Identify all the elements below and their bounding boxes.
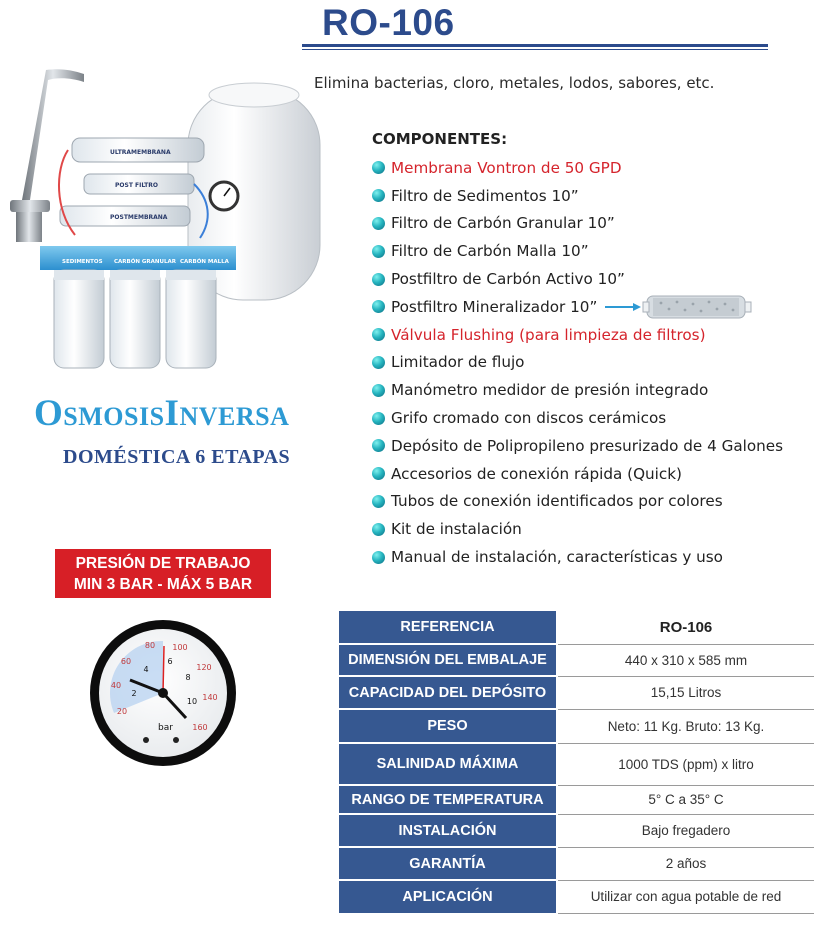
- pressure-line-1: PRESIÓN DE TRABAJO: [75, 555, 251, 572]
- bullet-icon: [372, 189, 385, 202]
- table-row: [339, 611, 814, 644]
- post-filter-label: POST FILTRO: [115, 182, 158, 189]
- list-item: Filtro de Carbón Granular 10”: [372, 210, 783, 238]
- list-item: Tubos de conexión identificados por colores: [372, 488, 783, 516]
- list-item: Filtro de Sedimentos 10”: [372, 182, 783, 210]
- bullet-icon: [372, 467, 385, 480]
- bullet-icon: [372, 217, 385, 230]
- sedimentos-label: SEDIMENTOS: [62, 259, 103, 265]
- bullet-icon: [372, 245, 385, 258]
- spec-key: REFERENCIA: [339, 611, 557, 644]
- chrome-faucet: [22, 69, 84, 200]
- bullet-icon: [372, 273, 385, 286]
- gauge-outer-tick: 20: [116, 707, 128, 716]
- bullet-icon: [372, 300, 385, 313]
- gauge-outer-tick: 140: [202, 693, 218, 702]
- spec-key: APLICACIÓN: [339, 880, 557, 913]
- spec-value: 440 x 310 x 585 mm: [557, 644, 814, 676]
- list-item: Postfiltro de Carbón Activo 10”: [372, 265, 783, 293]
- spec-key: SALINIDAD MÁXIMA: [339, 743, 557, 785]
- tagline: Elimina bacterias, cloro, metales, lodos, sabores, etc.: [314, 74, 715, 92]
- gauge-outer-tick: 120: [196, 663, 212, 672]
- post-membrane-label: POSTMEMBRANA: [110, 214, 168, 221]
- components-list: [372, 154, 783, 571]
- specifications-table: [339, 611, 814, 914]
- table-row: [339, 847, 814, 880]
- product-name: OsmosisInversa: [34, 393, 290, 434]
- title-underline: [302, 44, 768, 47]
- gauge-inner-tick: 4: [143, 665, 149, 674]
- carbon-malla-label: CARBÓN MALLA: [180, 259, 229, 265]
- gauge-outer-tick: 60: [120, 657, 132, 666]
- gauge-outer-tick: 160: [192, 723, 208, 732]
- spec-key: GARANTÍA: [339, 847, 557, 880]
- gauge-inner-tick: 10: [186, 697, 198, 706]
- bullet-icon: [372, 384, 385, 397]
- carbon-granular-label: CARBÓN GRANULAR: [114, 259, 176, 265]
- bullet-icon: [372, 495, 385, 508]
- bullet-icon: [372, 439, 385, 452]
- bullet-icon: [372, 161, 385, 174]
- working-pressure-badge: [55, 549, 271, 598]
- filter-housing-2: [110, 270, 160, 368]
- list-item: Válvula Flushing (para limpieza de filtros): [372, 321, 783, 349]
- gauge-inner-tick: 2: [131, 689, 137, 698]
- list-item: Membrana Vontron de 50 GPD: [372, 154, 783, 182]
- spec-value: Bajo fregadero: [557, 814, 814, 847]
- mineralizer-illustration: [603, 292, 753, 322]
- filter-bracket-band: [40, 246, 236, 270]
- spec-value: Utilizar con agua potable de red: [557, 880, 814, 913]
- pressure-line-2: MIN 3 BAR - MÁX 5 BAR: [73, 576, 253, 593]
- spec-value: 2 años: [557, 847, 814, 880]
- list-item: Accesorios de conexión rápida (Quick): [372, 460, 783, 488]
- gauge-outer-tick: 80: [144, 641, 156, 650]
- membrane-housing-label: ULTRAMEMBRANA: [110, 149, 171, 156]
- product-subtitle: DOMÉSTICA 6 ETAPAS: [63, 446, 291, 468]
- table-row: [339, 880, 814, 913]
- title-underline-thin: [302, 49, 768, 50]
- table-row: [339, 785, 814, 814]
- table-row: [339, 709, 814, 743]
- pressure-gauge-image: [88, 618, 238, 768]
- list-item: Grifo cromado con discos cerámicos: [372, 404, 783, 432]
- gauge-inner-tick: 8: [185, 673, 191, 682]
- list-item: Postfiltro Mineralizador 10”: [372, 293, 783, 321]
- spec-key: INSTALACIÓN: [339, 814, 557, 847]
- gauge-inner-tick: 6: [167, 657, 173, 666]
- spec-key: DIMENSIÓN DEL EMBALAJE: [339, 644, 557, 676]
- page-title: RO-106: [322, 2, 455, 43]
- list-item: Kit de instalación: [372, 515, 783, 543]
- spec-value: Neto: 11 Kg. Bruto: 13 Kg.: [557, 709, 814, 743]
- bullet-icon: [372, 551, 385, 564]
- bullet-icon: [372, 523, 385, 536]
- list-item: Depósito de Polipropileno presurizado de 4 Galones: [372, 432, 783, 460]
- list-item: Filtro de Carbón Malla 10”: [372, 237, 783, 265]
- ro-system-product-image: [0, 60, 340, 390]
- bullet-icon: [372, 356, 385, 369]
- bullet-icon: [372, 412, 385, 425]
- spec-key: PESO: [339, 709, 557, 743]
- spec-value: 5° C a 35° C: [557, 785, 814, 814]
- gauge-outer-tick: 40: [110, 681, 122, 690]
- list-item: Manual de instalación, características y uso: [372, 543, 783, 571]
- spec-value: 15,15 Litros: [557, 676, 814, 709]
- filter-housing-1: [54, 270, 104, 368]
- arrow-right-icon: [603, 292, 753, 322]
- bullet-icon: [372, 328, 385, 341]
- list-item: Limitador de flujo: [372, 349, 783, 377]
- gauge-outer-tick: 100: [172, 643, 188, 652]
- filter-housing-3: [166, 270, 216, 368]
- gauge-unit: bar: [158, 723, 173, 733]
- spec-key: RANGO DE TEMPERATURA: [339, 785, 557, 814]
- table-row: [339, 743, 814, 785]
- spec-key: CAPACIDAD DEL DEPÓSITO: [339, 676, 557, 709]
- spec-value: RO-106: [557, 611, 814, 644]
- components-heading: COMPONENTES:: [372, 130, 508, 148]
- list-item: Manómetro medidor de presión integrado: [372, 376, 783, 404]
- table-row: [339, 644, 814, 676]
- spec-value: 1000 TDS (ppm) x litro: [557, 743, 814, 785]
- table-row: [339, 676, 814, 709]
- table-row: [339, 814, 814, 847]
